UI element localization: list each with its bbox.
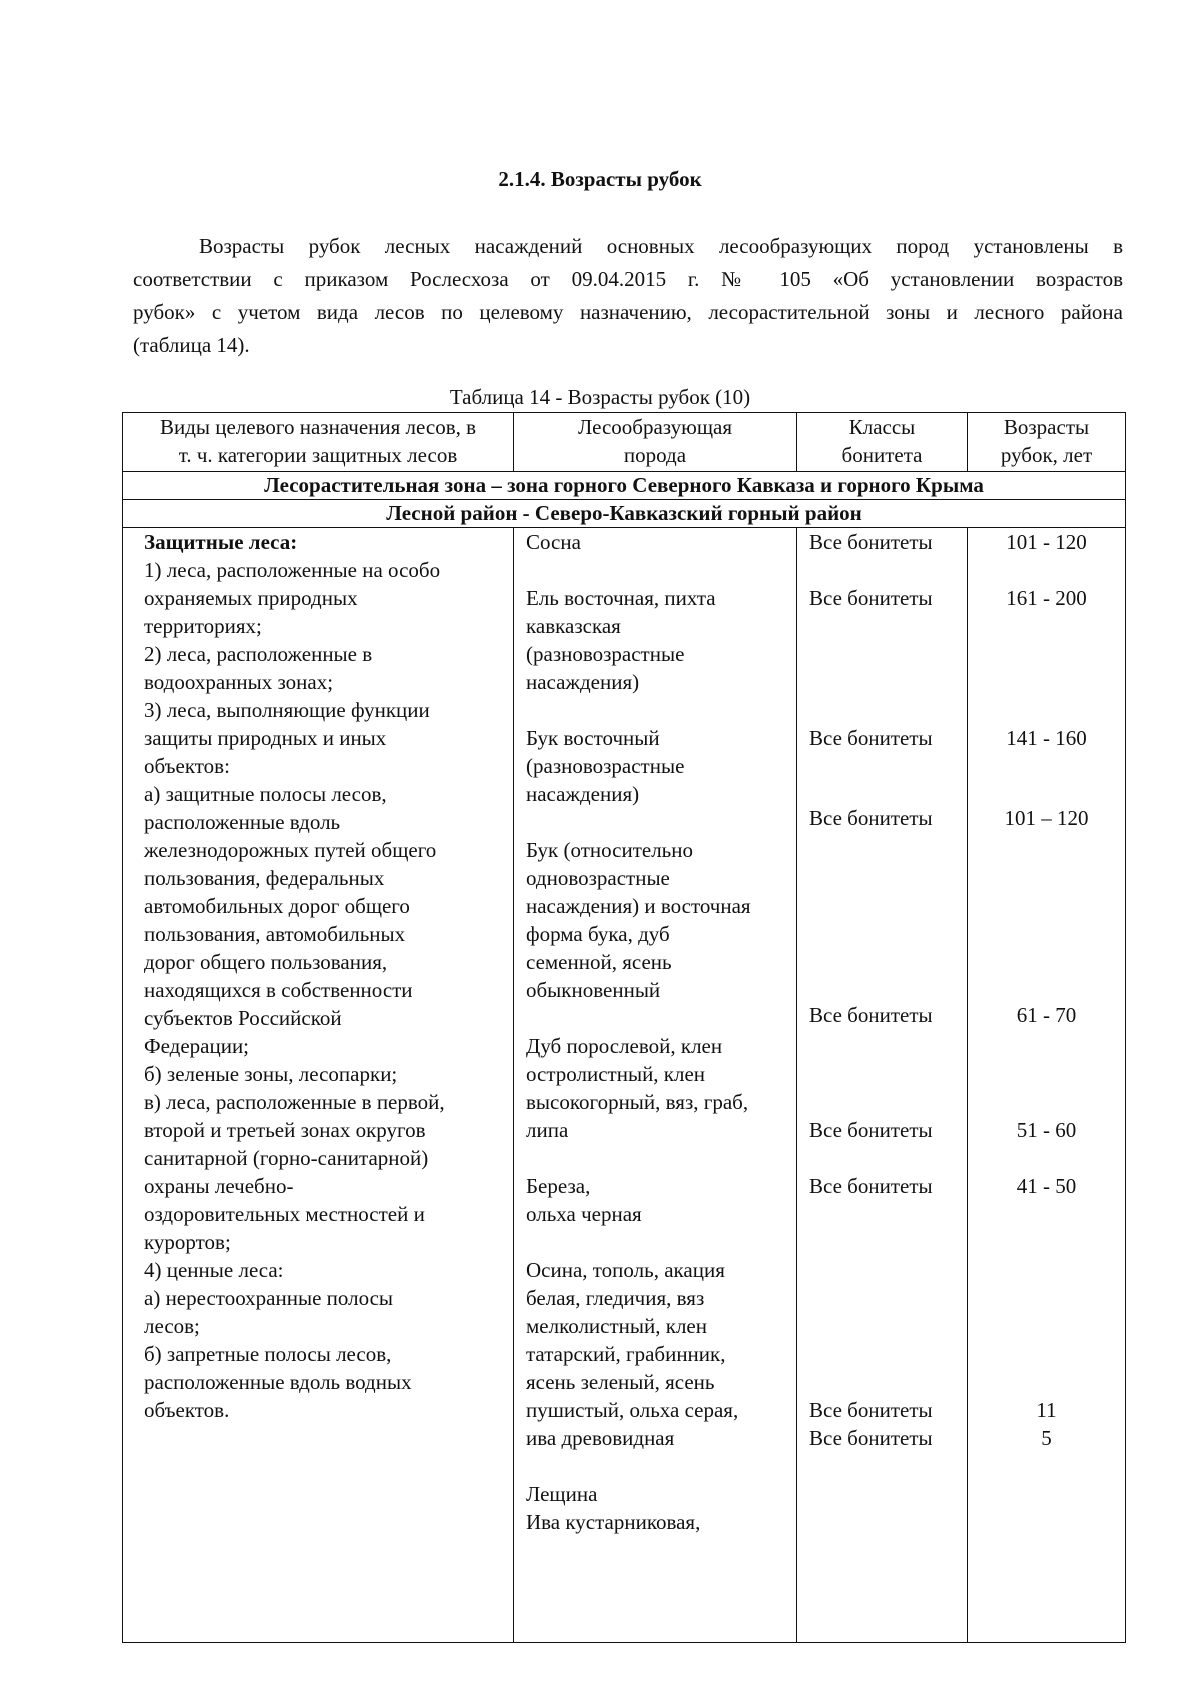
table-caption: Таблица 14 - Возрасты рубок (10) [449,385,751,409]
header-line: Виды целевого назначения лесов, в [159,415,477,439]
species-line: ива древовидная [526,1426,675,1450]
species-cell [514,528,797,1643]
purpose-line: автомобильных дорог общего [144,894,410,918]
purpose-line: расположенные вдоль водных [144,1370,412,1394]
age-line: 51 - 60 [1016,1118,1077,1142]
purpose-line: б) зеленые зоны, лесопарки; [144,1062,398,1086]
purpose-line: территориях; [144,614,262,638]
age-line: 61 - 70 [1016,1003,1077,1027]
purpose-line: железнодорожных путей общего [144,838,437,862]
header-line: порода [623,443,687,467]
species-line: Бук восточный [526,726,660,750]
purpose-line: 1) леса, расположенные на особо [144,558,441,582]
species-line: насаждения) [526,670,640,694]
header-line: Классы [848,415,916,439]
purpose-line: 4) ценные леса: [144,1258,284,1282]
class-line: Все бонитеты [809,726,933,750]
district-row [123,500,1126,528]
purpose-line: защиты природных и иных [144,726,387,750]
species-line: Ива кустарниковая, [526,1510,701,1534]
species-line: Осина, тополь, акация [526,1258,725,1282]
purpose-line: объектов. [144,1398,230,1422]
species-line: Бук (относительно [526,838,693,862]
section-title: 2.1.4. Возрасты рубок [498,167,702,191]
district-cell: Лесной район - Северо-Кавказский горный район [123,500,1126,528]
species-line: белая, гледичия, вяз [526,1286,705,1310]
header-line: бонитета [841,443,923,467]
table-header-row [123,413,1126,472]
purpose-line: пользования, автомобильных [144,922,406,946]
species-line: форма бука, дуб [526,922,670,946]
class-line: Все бонитеты [809,1426,933,1450]
zone-cell: Лесорастительная зона – зона горного Северного Кавказа и горного Крыма [123,472,1126,500]
species-line: татарский, грабинник, [526,1342,726,1366]
purpose-line: лесов; [144,1314,200,1338]
header-line: рубок, лет [1000,443,1093,467]
species-line: пушистый, ольха серая, [526,1398,739,1422]
species-line: липа [526,1118,569,1142]
intro-line: Возрасты рубок лесных насаждений основных лесообразующих пород установлены в [199,234,1123,258]
age-line: 5 [1041,1426,1052,1450]
class-line: Все бонитеты [809,1174,933,1198]
species-line: Сосна [526,530,581,554]
species-line: одновозрастные [526,866,670,890]
purpose-line: пользования, федеральных [144,866,385,890]
age-line: 11 [1036,1398,1057,1422]
class-line: Все бонитеты [809,806,933,830]
species-line: насаждения) и восточная [526,894,751,918]
species-line: семенной, ясень [526,950,672,974]
species-line: ольха черная [526,1202,642,1226]
age-line: 101 – 120 [1004,806,1089,830]
age-line: 161 - 200 [1006,586,1087,610]
class-line: Все бонитеты [809,1118,933,1142]
class-cell [797,528,968,1643]
header-line: Возрасты [1003,415,1090,439]
species-line: (разновозрастные [526,642,685,666]
purpose-line: а) защитные полосы лесов, [144,782,387,806]
age-line: 101 - 120 [1006,530,1087,554]
intro-paragraph [133,230,1123,362]
purpose-line: б) запретные полосы лесов, [144,1342,392,1366]
header-class [797,413,968,472]
species-line: Береза, [526,1174,591,1198]
table-body-row [123,528,1126,1643]
purpose-line: 3) леса, выполняющие функции [144,698,430,722]
class-line: Все бонитеты [809,1003,933,1027]
cutting-age-table [122,412,1126,1643]
purpose-line: водоохранных зонах; [144,670,334,694]
purpose-line: санитарной (горно-санитарной) [144,1146,429,1170]
zone-row [123,472,1126,500]
purpose-cell [123,528,514,1643]
purpose-line: расположенные вдоль [144,810,341,834]
purpose-line: курортов; [144,1230,231,1254]
header-line: т. ч. категории защитных лесов [178,443,458,467]
header-purpose [123,413,514,472]
purpose-line: второй и третьей зонах округов [144,1118,426,1142]
species-line: Дуб порослевой, клен [526,1034,723,1058]
class-line: Все бонитеты [809,586,933,610]
purpose-line: охраняемых природных [144,586,358,610]
intro-line: соответствии с приказом Рослесхоза от 09.04.2015 г. № 105 «Об установлении возрастов [133,267,1123,291]
age-line: 41 - 50 [1016,1174,1077,1198]
species-line: (разновозрастные [526,754,685,778]
species-line: Лещина [526,1482,598,1506]
purpose-line: охраны лечебно- [144,1174,294,1198]
class-line: Все бонитеты [809,530,933,554]
age-line: 141 - 160 [1006,726,1087,750]
purpose-line: 2) леса, расположенные в [144,642,373,666]
class-line: Все бонитеты [809,1398,933,1422]
species-line: Ель восточная, пихта [526,586,716,610]
header-species [514,413,797,472]
species-line: кавказская [526,614,621,638]
header-line: Лесообразующая [578,415,732,439]
purpose-line: находящихся в собственности [144,978,413,1002]
intro-line: рубок» с учетом вида лесов по целевому назначению, лесорастительной зоны и лесного района [133,300,1123,324]
species-line: насаждения) [526,782,640,806]
purpose-line: оздоровительных местностей и [144,1202,425,1226]
purpose-line: а) нерестоохранные полосы [144,1286,394,1310]
header-age [968,413,1126,472]
purpose-line: субъектов Российской [144,1006,342,1030]
species-line: мелколистный, клен [526,1314,707,1338]
species-line: остролистный, клен [526,1062,706,1086]
purpose-line: Федерации; [144,1034,250,1058]
purpose-line: дорог общего пользования, [144,950,388,974]
species-line: обыкновенный [526,978,661,1002]
intro-line: (таблица 14). [133,333,250,357]
age-cell [968,528,1126,1643]
purpose-line: в) леса, расположенные в первой, [144,1090,445,1114]
species-line: ясень зеленый, ясень [526,1370,715,1394]
purpose-line: объектов: [144,754,230,778]
purpose-line: Защитные леса: [144,530,298,554]
species-line: высокогорный, вяз, граб, [526,1090,749,1114]
